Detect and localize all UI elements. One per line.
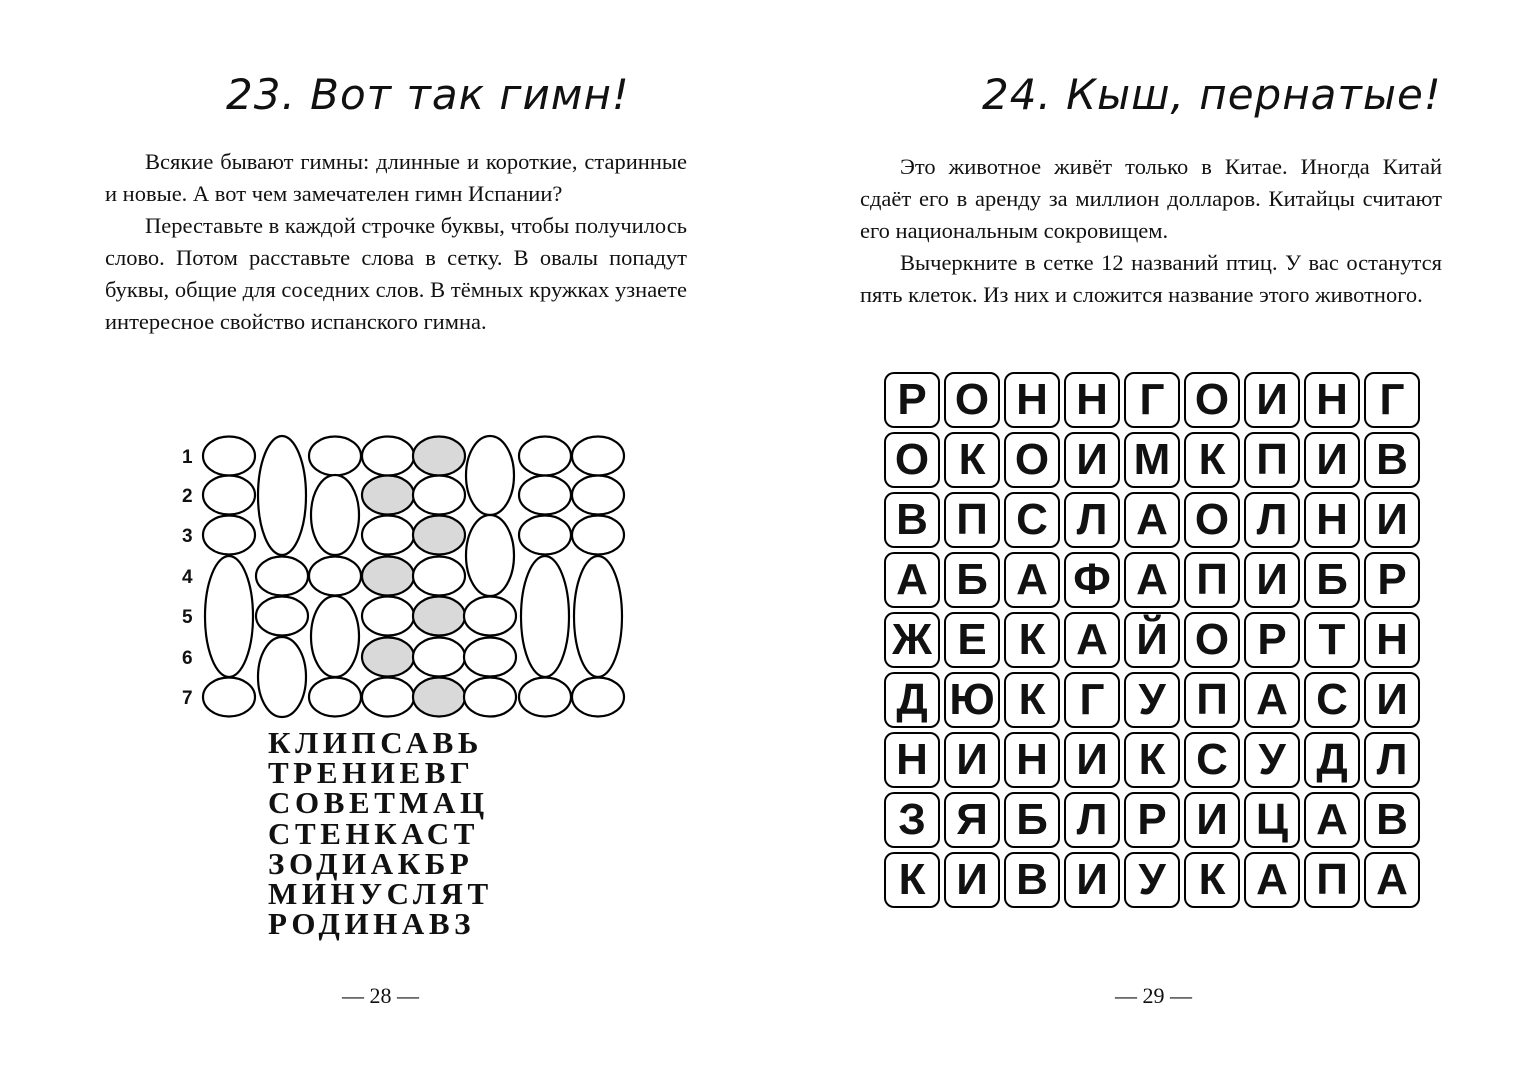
letter-cell[interactable]: О bbox=[1184, 492, 1240, 548]
puzzle-24-paragraph-1: Это животное живёт только в Китае. Иногда Китай сдаёт его в аренду за миллион долларов. Китайцы считают его национальным сокровищем. bbox=[860, 154, 1442, 243]
oval-cell[interactable] bbox=[203, 516, 255, 555]
word-search-grid bbox=[884, 372, 1428, 916]
letter-cell[interactable]: Г bbox=[1064, 672, 1120, 728]
oval-cell[interactable] bbox=[413, 678, 465, 717]
letter-cell[interactable]: И bbox=[1184, 792, 1240, 848]
letter-cell[interactable]: И bbox=[1364, 492, 1420, 548]
letter-cell[interactable]: И bbox=[1064, 732, 1120, 788]
letter-cell[interactable]: Л bbox=[1364, 732, 1420, 788]
letter-cell[interactable]: П bbox=[1184, 672, 1240, 728]
oval-cell[interactable] bbox=[203, 476, 255, 515]
scrambled-word-4: СТЕНКАСТ bbox=[268, 815, 480, 851]
page-number-29: — 29 — bbox=[1115, 983, 1192, 1008]
letter-cell[interactable]: А bbox=[1004, 552, 1060, 608]
letter-cell[interactable]: С bbox=[1304, 672, 1360, 728]
oval-cell[interactable] bbox=[362, 638, 414, 677]
row-number: 1 bbox=[182, 447, 193, 468]
row-number: 5 bbox=[182, 607, 193, 628]
letter-cell[interactable]: В bbox=[1004, 852, 1060, 908]
letter-cell[interactable]: И bbox=[1304, 432, 1360, 488]
oval-cell[interactable] bbox=[362, 557, 414, 596]
oval-cell[interactable] bbox=[464, 678, 516, 717]
oval-crossword-grid bbox=[0, 0, 767, 760]
oval-cell[interactable] bbox=[413, 557, 465, 596]
letter-cell[interactable]: А bbox=[1304, 792, 1360, 848]
oval-cell[interactable] bbox=[521, 556, 569, 677]
oval-cell[interactable] bbox=[466, 436, 514, 515]
letter-cell[interactable]: Г bbox=[1364, 372, 1420, 428]
letter-cell[interactable]: Д bbox=[884, 672, 940, 728]
puzzle-23-paragraph-1: Всякие бывают гимны: длинные и короткие, старинные и новые. А вот чем замечателен гимн Испании? bbox=[105, 149, 687, 206]
letter-cell[interactable]: С bbox=[1004, 492, 1060, 548]
row-number: 7 bbox=[182, 688, 193, 709]
letter-cell[interactable]: А bbox=[884, 552, 940, 608]
oval-cell[interactable] bbox=[464, 638, 516, 677]
letter-cell[interactable]: К bbox=[1004, 672, 1060, 728]
letter-cell[interactable]: У bbox=[1124, 672, 1180, 728]
letter-cell[interactable]: Б bbox=[1304, 552, 1360, 608]
oval-cell[interactable] bbox=[519, 516, 571, 555]
letter-cell[interactable]: Н bbox=[1004, 732, 1060, 788]
oval-cell[interactable] bbox=[362, 516, 414, 555]
oval-cell[interactable] bbox=[519, 476, 571, 515]
letter-cell[interactable]: О bbox=[1004, 432, 1060, 488]
oval-cell[interactable] bbox=[413, 638, 465, 677]
letter-cell[interactable]: З bbox=[884, 792, 940, 848]
oval-cell[interactable] bbox=[309, 557, 361, 596]
letter-cell[interactable]: И bbox=[1064, 432, 1120, 488]
letter-cell[interactable]: Ю bbox=[944, 672, 1000, 728]
oval-cell[interactable] bbox=[413, 516, 465, 555]
scrambled-word-7: РОДИНАВЗ bbox=[268, 906, 476, 942]
scrambled-word-1: КЛИПСАВЬ bbox=[268, 725, 484, 760]
letter-cell[interactable]: И bbox=[1064, 852, 1120, 908]
letter-cell[interactable]: Я bbox=[944, 792, 1000, 848]
oval-cell[interactable] bbox=[362, 678, 414, 717]
oval-cell[interactable] bbox=[362, 437, 414, 476]
letter-cell[interactable]: Й bbox=[1124, 612, 1180, 668]
letter-cell[interactable]: О bbox=[884, 432, 940, 488]
puzzle-23-paragraph-2: Переставьте в каждой строчке буквы, чтобы получилось слово. Потом расставьте слова в сетку. В овалы попадут буквы, общие для соседних слов. В тёмных кружках узнаете интересное свойство испанского гимна. bbox=[105, 213, 687, 334]
letter-cell[interactable]: А bbox=[1124, 492, 1180, 548]
page-number-28: — 28 — bbox=[342, 983, 419, 1008]
oval-cell[interactable] bbox=[572, 476, 624, 515]
letter-cell[interactable]: К bbox=[1184, 432, 1240, 488]
letter-cell[interactable]: Н bbox=[1304, 492, 1360, 548]
puzzle-24-paragraph-2: Вычеркните в сетке 12 названий птиц. У вас останутся пять клеток. Из них и сложится название этого животного. bbox=[860, 250, 1442, 307]
letter-cell[interactable]: О bbox=[944, 372, 1000, 428]
oval-cell[interactable] bbox=[413, 597, 465, 636]
letter-cell[interactable]: Н bbox=[884, 732, 940, 788]
scrambled-word-5: ЗОДИАКБР bbox=[268, 845, 474, 881]
letter-cell[interactable]: О bbox=[1184, 612, 1240, 668]
letter-cell[interactable]: И bbox=[1244, 552, 1300, 608]
letter-cell[interactable]: М bbox=[1124, 432, 1180, 488]
letter-cell[interactable]: К bbox=[1124, 732, 1180, 788]
letter-cell[interactable]: Л bbox=[1064, 492, 1120, 548]
oval-cell[interactable] bbox=[574, 556, 622, 677]
letter-cell[interactable]: Н bbox=[1004, 372, 1060, 428]
oval-cell[interactable] bbox=[519, 678, 571, 717]
letter-cell[interactable]: Н bbox=[1304, 372, 1360, 428]
letter-cell[interactable]: П bbox=[1244, 432, 1300, 488]
letter-cell[interactable]: К bbox=[1184, 852, 1240, 908]
row-number: 2 bbox=[182, 486, 193, 507]
letter-cell[interactable]: Ж bbox=[884, 612, 940, 668]
letter-cell[interactable]: К bbox=[1004, 612, 1060, 668]
oval-cell[interactable] bbox=[203, 437, 255, 476]
letter-cell[interactable]: А bbox=[1124, 552, 1180, 608]
letter-cell[interactable]: Р bbox=[1244, 612, 1300, 668]
row-number: 3 bbox=[182, 526, 193, 547]
letter-cell[interactable]: И bbox=[1244, 372, 1300, 428]
letter-cell[interactable]: А bbox=[1244, 672, 1300, 728]
oval-cell[interactable] bbox=[258, 436, 306, 555]
oval-cell[interactable] bbox=[203, 678, 255, 717]
oval-cell[interactable] bbox=[464, 597, 516, 636]
oval-cell[interactable] bbox=[466, 515, 514, 596]
oval-cell[interactable] bbox=[572, 437, 624, 476]
letter-cell[interactable]: Л bbox=[1064, 792, 1120, 848]
letter-cell[interactable]: Б bbox=[1004, 792, 1060, 848]
letter-cell[interactable]: И bbox=[1364, 672, 1420, 728]
letter-cell[interactable]: А bbox=[1064, 612, 1120, 668]
letter-cell[interactable]: Р bbox=[1124, 792, 1180, 848]
oval-cell[interactable] bbox=[362, 597, 414, 636]
letter-cell[interactable]: А bbox=[1244, 852, 1300, 908]
letter-cell[interactable]: П bbox=[1304, 852, 1360, 908]
letter-cell[interactable]: П bbox=[944, 492, 1000, 548]
letter-cell[interactable]: В bbox=[884, 492, 940, 548]
scrambled-words bbox=[268, 725, 493, 942]
row-number: 6 bbox=[182, 648, 193, 669]
oval-cell[interactable] bbox=[309, 437, 361, 476]
scrambled-word-6: МИНУСЛЯТ bbox=[268, 875, 493, 911]
letter-cell[interactable]: У bbox=[1244, 732, 1300, 788]
letter-cell[interactable]: С bbox=[1184, 732, 1240, 788]
oval-cell[interactable] bbox=[413, 437, 465, 476]
oval-cell[interactable] bbox=[572, 678, 624, 717]
letter-cell[interactable]: А bbox=[1364, 852, 1420, 908]
oval-cell[interactable] bbox=[413, 476, 465, 515]
scrambled-word-3: СОВЕТМАЦ bbox=[268, 785, 489, 821]
oval-cell[interactable] bbox=[311, 475, 359, 555]
letter-cell[interactable]: Б bbox=[944, 552, 1000, 608]
oval-cell[interactable] bbox=[256, 597, 308, 636]
letter-cell[interactable]: К bbox=[944, 432, 1000, 488]
row-number: 4 bbox=[182, 567, 193, 588]
letter-cell[interactable]: П bbox=[1184, 552, 1240, 608]
oval-cell[interactable] bbox=[205, 556, 253, 677]
oval-cell[interactable] bbox=[309, 678, 361, 717]
letter-cell[interactable]: У bbox=[1124, 852, 1180, 908]
scrambled-word-2: ТРЕНИЕВГ bbox=[268, 755, 475, 791]
oval-cell[interactable] bbox=[311, 596, 359, 677]
letter-cell[interactable]: Р bbox=[884, 372, 940, 428]
letter-cell[interactable]: О bbox=[1184, 372, 1240, 428]
oval-cell[interactable] bbox=[519, 437, 571, 476]
letter-cell[interactable]: Г bbox=[1124, 372, 1180, 428]
letter-cell[interactable]: Ц bbox=[1244, 792, 1300, 848]
puzzle-23-title: 23. Вот так гимн! bbox=[226, 70, 630, 119]
letter-cell[interactable]: Т bbox=[1304, 612, 1360, 668]
letter-cell[interactable]: В bbox=[1364, 792, 1420, 848]
puzzle-24-title: 24. Кыш, пернатые! bbox=[982, 70, 1442, 119]
letter-cell[interactable]: И bbox=[944, 732, 1000, 788]
letter-cell[interactable]: Р bbox=[1364, 552, 1420, 608]
letter-cell[interactable]: Л bbox=[1244, 492, 1300, 548]
oval-cell[interactable] bbox=[572, 516, 624, 555]
letter-cell[interactable]: Д bbox=[1304, 732, 1360, 788]
oval-cell[interactable] bbox=[362, 476, 414, 515]
oval-cell[interactable] bbox=[258, 637, 306, 717]
letter-cell[interactable]: Н bbox=[1064, 372, 1120, 428]
puzzle-24-text bbox=[860, 151, 1442, 311]
oval-cell[interactable] bbox=[256, 557, 308, 596]
letter-cell[interactable]: Ф bbox=[1064, 552, 1120, 608]
letter-cell[interactable]: К bbox=[884, 852, 940, 908]
letter-cell[interactable]: Н bbox=[1364, 612, 1420, 668]
letter-cell[interactable]: Е bbox=[944, 612, 1000, 668]
letter-cell[interactable]: И bbox=[944, 852, 1000, 908]
letter-cell[interactable]: В bbox=[1364, 432, 1420, 488]
